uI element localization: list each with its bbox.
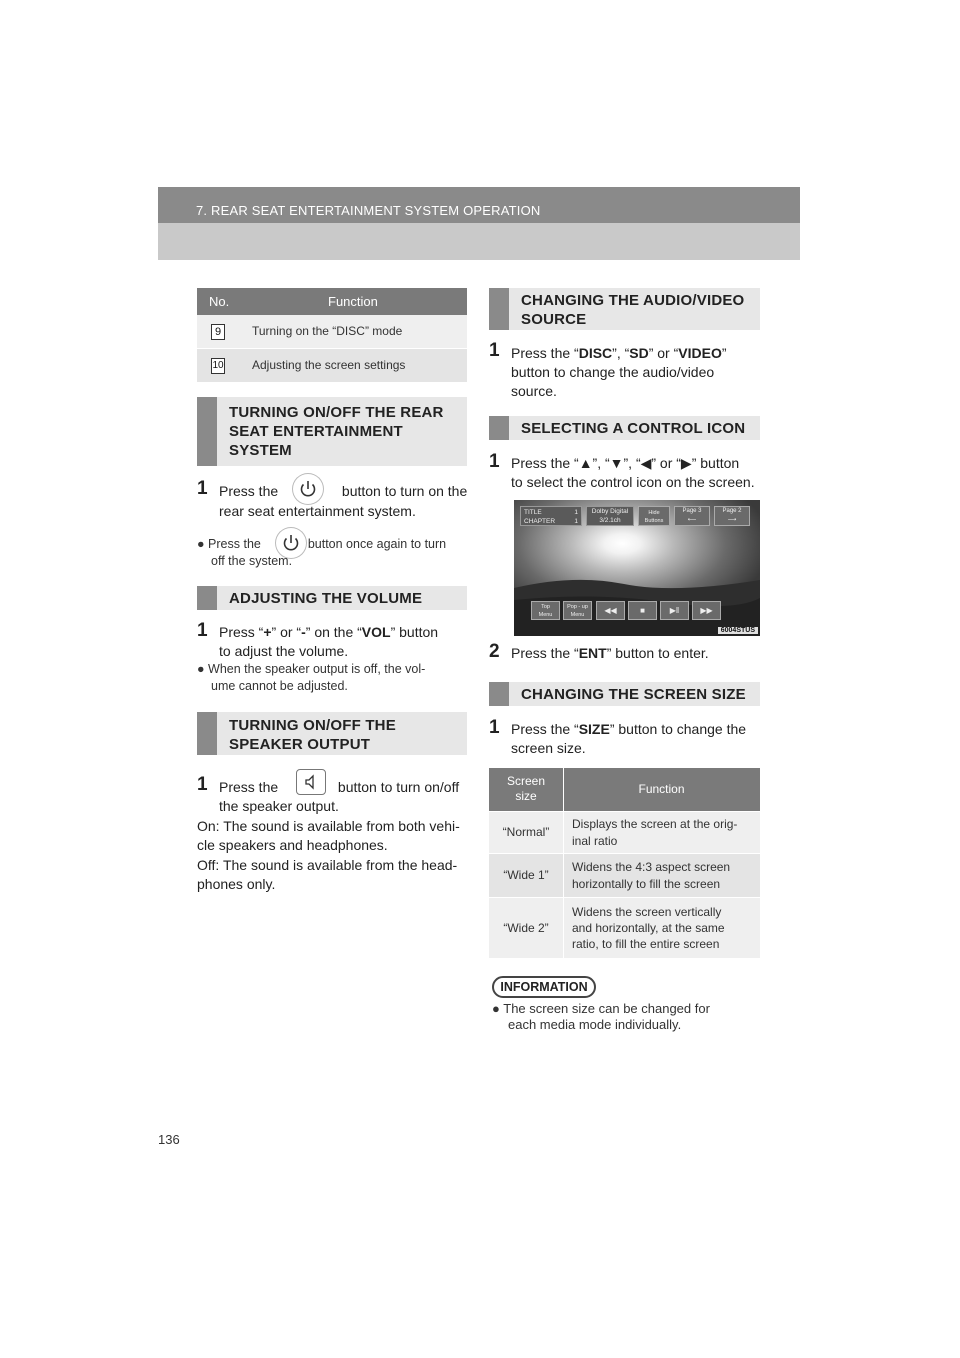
dolby-label: Dolby Digital	[591, 508, 629, 515]
function-cell-line3: ratio, to fill the entire screen	[572, 937, 720, 951]
function-table-header	[197, 288, 467, 315]
step-text-post: button to turn on the	[341, 483, 468, 499]
plus-label: +	[263, 624, 272, 640]
info-note	[492, 1001, 762, 1017]
bullet-icon: ●	[492, 1001, 500, 1016]
step-text-line2: screen size.	[511, 740, 586, 756]
hide-buttons-button[interactable]	[638, 506, 670, 526]
size-cell: “Wide 1”	[503, 868, 549, 882]
step-text-line2: to select the control icon on the screen.	[511, 474, 755, 490]
section-heading-power	[197, 397, 467, 466]
step-number: 1	[197, 774, 208, 795]
page3-button[interactable]	[674, 506, 710, 526]
section-heading-source	[489, 288, 760, 330]
audio-format-box	[586, 506, 634, 526]
top-menu-button[interactable]	[531, 601, 560, 620]
page2-button[interactable]	[714, 506, 750, 526]
off-description-line1: Off: The sound is available from the head-	[197, 857, 458, 873]
text-fragment: ” button	[390, 624, 439, 640]
text-fragment: ” or “	[648, 345, 679, 361]
page2-label: Page 2	[722, 508, 742, 514]
row-number: 10	[211, 358, 225, 374]
step-text: Press the “▲”, “▼”, “◀” or “▶” button	[511, 455, 740, 471]
step-number: 1	[489, 717, 500, 738]
function-cell-line1: Displays the screen at the orig-	[572, 817, 738, 831]
step-text	[511, 343, 761, 363]
col-function-label: Function	[328, 294, 378, 309]
table-row	[197, 349, 467, 382]
section-accent-bar	[489, 682, 509, 706]
table-row	[489, 854, 760, 897]
section-title: CHANGING THE AUDIO/VIDEO SOURCE	[521, 292, 745, 328]
step-text	[511, 643, 709, 663]
bullet-icon: ●	[197, 662, 205, 676]
image-code: 6004STUS	[718, 627, 758, 634]
step-text	[219, 622, 469, 642]
function-cell-line2: horizontally to fill the screen	[572, 877, 721, 891]
fast-forward-button[interactable]: ▶▶	[692, 601, 721, 620]
chapter-title: 7. REAR SEAT ENTERTAINMENT SYSTEM OPERATION	[196, 203, 541, 218]
chapter-label: CHAPTER	[524, 518, 556, 525]
size-cell: “Normal”	[502, 825, 550, 839]
step-number: 1	[197, 478, 208, 499]
information-badge: INFORMATION	[492, 976, 596, 998]
step-text-pre: Press the	[219, 779, 279, 795]
step-text-line2: to adjust the volume.	[219, 643, 349, 659]
video-label: VIDEO	[678, 345, 722, 361]
text-fragment: ” button to enter.	[606, 645, 709, 661]
vol-label: VOL	[361, 624, 391, 640]
size-table-header	[489, 768, 760, 811]
power-button-icon	[293, 474, 323, 504]
function-cell-line1: Widens the 4:3 aspect screen	[572, 860, 731, 874]
arrow-left-icon: ⟵	[687, 517, 697, 523]
page3-label: Page 3	[682, 508, 702, 514]
section-title: CHANGING THE SCREEN SIZE	[521, 686, 746, 703]
note-line2: ume cannot be adjusted.	[211, 679, 348, 693]
function-cell-line1: Widens the screen vertically	[572, 905, 722, 919]
menu-label: Menu	[538, 612, 553, 618]
step-text-line2: button to change the audio/video	[511, 364, 715, 380]
table-row	[197, 315, 467, 348]
text-fragment: Press “	[219, 624, 264, 640]
table-row	[489, 898, 760, 958]
section-title: TURNING ON/OFF THE SPEAKER OUTPUT	[229, 717, 396, 753]
col-size-label	[489, 774, 563, 804]
popup-menu-button[interactable]	[563, 601, 592, 620]
off-description-line2: phones only.	[197, 876, 276, 892]
step-text	[219, 481, 469, 501]
text-fragment: ” on the “	[305, 624, 362, 640]
stop-button[interactable]: ■	[628, 601, 657, 620]
step-text-line2: the speaker output.	[219, 798, 339, 814]
note-pre: Press the	[208, 537, 261, 551]
step-text-pre: Press the	[219, 483, 279, 499]
column-divider	[563, 812, 564, 958]
function-cell-line2: and horizontally, at the same	[572, 921, 725, 935]
rewind-button[interactable]: ◀◀	[596, 601, 625, 620]
speaker-button-icon	[296, 769, 326, 795]
section-heading-volume	[197, 586, 467, 610]
text-fragment: Press the “	[511, 721, 579, 737]
text-fragment: ” or “	[271, 624, 302, 640]
step-number: 2	[489, 641, 500, 662]
page-number: 136	[158, 1132, 180, 1147]
ent-label: ENT	[578, 645, 607, 661]
note-post: button once again to turn	[307, 537, 447, 551]
text-fragment: ” button to change the	[609, 721, 747, 737]
section-heading-control-icon	[489, 416, 760, 440]
step-text	[511, 719, 746, 739]
step-text	[219, 777, 469, 797]
chapter-value: 1	[574, 518, 578, 525]
section-title: TURNING ON/OFF THE REAR SEAT ENTERTAINMENT SYSTEM	[229, 404, 444, 459]
title-label: TITLE	[524, 509, 542, 516]
section-accent-bar	[489, 416, 509, 440]
section-title: ADJUSTING THE VOLUME	[229, 590, 423, 607]
text-fragment: ”	[721, 345, 727, 361]
play-pause-button[interactable]: ▶‖	[660, 601, 689, 620]
popup-label: Pop - up	[567, 604, 588, 610]
disc-label: DISC	[578, 345, 613, 361]
size-cell: “Wide 2”	[503, 921, 549, 935]
note	[197, 661, 469, 677]
section-heading-speaker	[197, 712, 467, 755]
text-fragment: Press the “	[511, 645, 579, 661]
minus-label: -	[301, 624, 306, 640]
col-function-label: Function	[638, 782, 685, 796]
step-text-line2: rear seat entertainment system.	[219, 503, 416, 519]
sd-label: SD	[629, 345, 649, 361]
note	[197, 536, 469, 552]
step-number: 1	[489, 340, 500, 361]
note-line2: off the system.	[211, 554, 293, 568]
col-no-label: No.	[209, 294, 230, 309]
menu-label: Menu	[570, 612, 585, 618]
section-accent-bar	[197, 712, 217, 755]
top-label: Top	[541, 604, 550, 610]
col-size-line1: Screen	[506, 774, 546, 788]
section-accent-bar	[197, 586, 217, 610]
title-value: 1	[574, 509, 578, 516]
hide-label: Hide	[648, 510, 660, 516]
row-function: Adjusting the screen settings	[252, 358, 406, 372]
section-title: SELECTING A CONTROL ICON	[521, 420, 746, 437]
channel-label: 3/2.1ch	[599, 517, 621, 524]
col-size-line2: size	[515, 789, 537, 803]
step-number: 1	[197, 620, 208, 641]
info-line2: each media mode individually.	[508, 1017, 682, 1032]
text-fragment: Press the “	[511, 345, 579, 361]
screen-screenshot	[514, 500, 760, 636]
on-description-line1: On: The sound is available from both vehi-	[197, 818, 460, 834]
chapter-header	[158, 187, 800, 260]
title-chapter-box	[520, 506, 582, 526]
size-label: SIZE	[578, 721, 610, 737]
table-row	[489, 812, 760, 853]
on-description-line2: cle speakers and headphones.	[197, 837, 388, 853]
section-accent-bar	[197, 397, 217, 466]
step-text-line3: source.	[511, 383, 557, 399]
buttons-label: Buttons	[644, 518, 664, 524]
chapter-header-strip	[158, 187, 800, 223]
bullet-icon: ●	[197, 537, 205, 551]
section-accent-bar	[489, 288, 509, 330]
function-cell-line2: inal ratio	[572, 834, 618, 848]
step-text-post: button to turn on/off	[337, 779, 460, 795]
row-number: 9	[211, 324, 225, 340]
row-function: Turning on the “DISC” mode	[252, 324, 403, 338]
step-number: 1	[489, 451, 500, 472]
text-fragment: ”, “	[612, 345, 630, 361]
note-line1: When the speaker output is off, the vol-	[208, 662, 426, 676]
info-line1: The screen size can be changed for	[503, 1001, 710, 1016]
header-divider	[563, 768, 564, 811]
section-heading-screen-size	[489, 682, 760, 706]
arrow-right-icon: ⟶	[727, 517, 737, 523]
